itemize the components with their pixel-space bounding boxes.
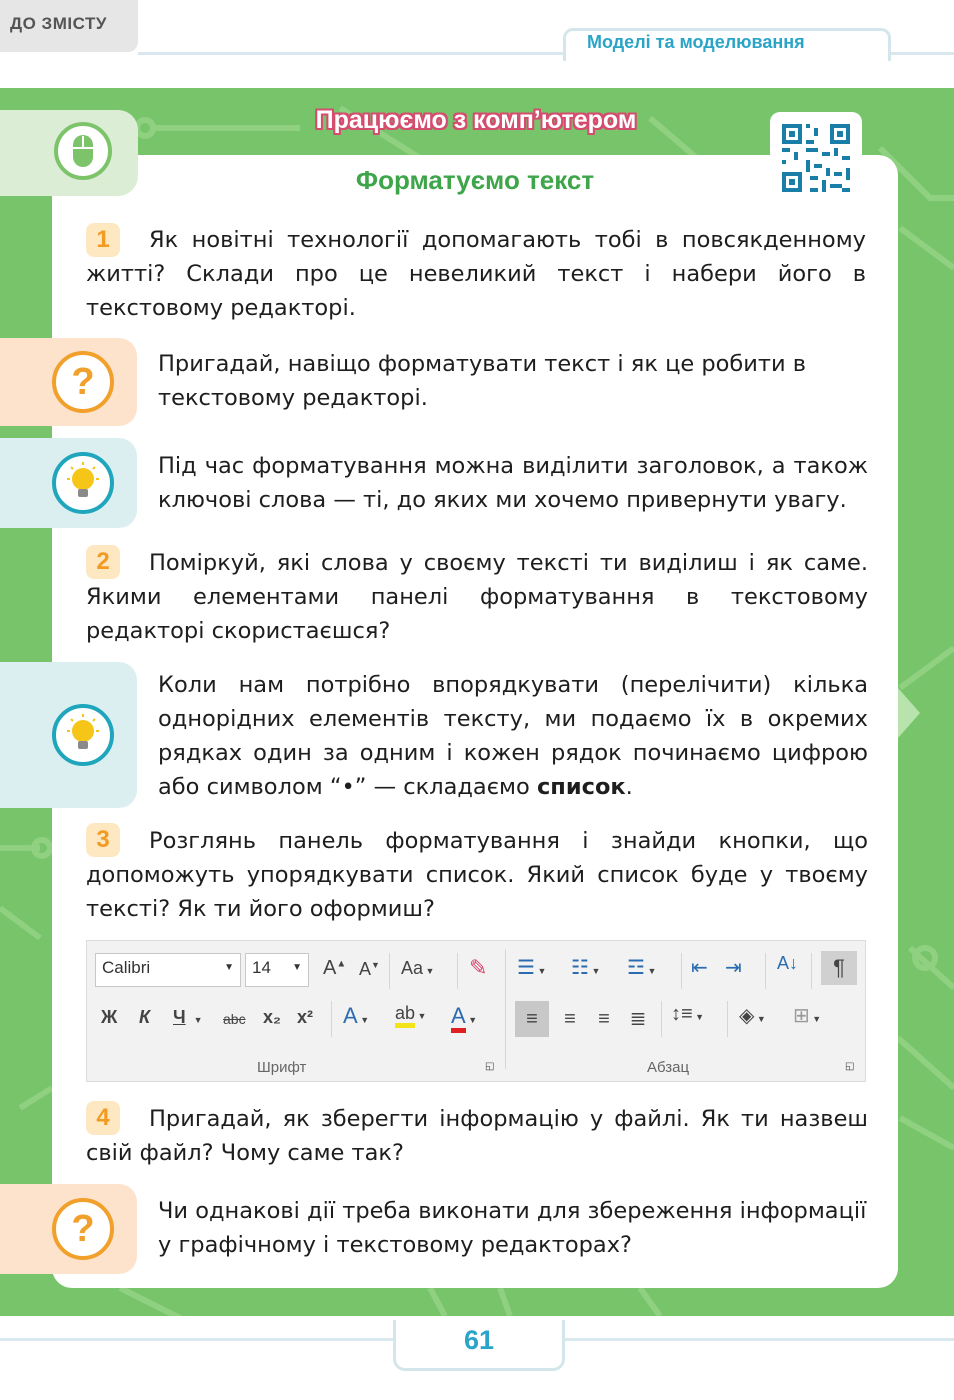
- numbering-icon[interactable]: ☷ ▼: [571, 957, 601, 979]
- task-number-3: 3: [86, 823, 120, 857]
- task-3-text: Розглянь панель форматування і знайди кнопки, що допоможуть упорядкувати список. Який список буде у твоєму тексті? Як ти його оформиш?: [86, 828, 868, 922]
- font-size-select[interactable]: 14 ▼: [245, 953, 309, 987]
- sort-icon[interactable]: A↓: [777, 953, 799, 973]
- task-4-text: Пригадай, як зберегти інформацію у файлі. Як ти назвеш свій файл? Чому саме так?: [86, 1106, 868, 1166]
- font-name-select[interactable]: Calibri ▼: [95, 953, 241, 987]
- grow-font-button[interactable]: A▲: [323, 957, 347, 979]
- task-1-text: Як новітні технології допомагають тобі в повсякденному житті? Склади про це невеликий текст і набери його в текстовому редакторі.: [86, 227, 866, 321]
- align-right-button[interactable]: ≡: [598, 1008, 610, 1030]
- decrease-indent-icon[interactable]: ⇤: [691, 957, 708, 979]
- strikethrough-button[interactable]: abc: [223, 1011, 246, 1027]
- align-left-button[interactable]: ≡: [515, 1001, 549, 1037]
- font-color-icon[interactable]: A ▼: [451, 1003, 477, 1029]
- lesson-title: Форматуємо текст: [355, 165, 595, 195]
- underline-button[interactable]: Ч▼: [173, 1007, 203, 1027]
- shading-icon[interactable]: ◈ ▼: [739, 1005, 766, 1027]
- bold-button[interactable]: Ж: [101, 1007, 118, 1027]
- lightbulb-icon: [52, 452, 114, 514]
- multilevel-list-icon[interactable]: ☲ ▼: [627, 957, 657, 979]
- section-banner: Працюємо з комп’ютером: [315, 105, 637, 134]
- subscript-button[interactable]: x₂: [263, 1007, 282, 1027]
- change-case-button[interactable]: Aa ▼: [401, 958, 435, 978]
- lightbulb-icon: [52, 704, 114, 766]
- line-spacing-icon[interactable]: ↕≡ ▼: [671, 1003, 705, 1025]
- remember-note-2-text: Чи однакові дії треба виконати для збереження інформації у графічному і текстовому редакторах?: [158, 1198, 867, 1258]
- task-number-4: 4: [86, 1101, 120, 1135]
- shrink-font-button[interactable]: A▼: [359, 959, 380, 979]
- borders-icon[interactable]: ⊞ ▼: [793, 1005, 822, 1027]
- keyword-list: список: [536, 774, 626, 800]
- chevron-down-icon: ▼: [292, 962, 302, 973]
- tip-note-1-text: Під час форматування можна виділити заголовок, а також ключові слова — ті, до яких ми хочемо привернути увагу.: [158, 453, 868, 513]
- chapter-title: Моделі та моделювання: [587, 32, 805, 52]
- remember-note-1-text: Пригадай, навіщо форматувати текст і як це робити в текстовому редакторі.: [158, 351, 807, 411]
- paragraph-dialog-launcher-icon[interactable]: ◱: [845, 1061, 855, 1072]
- clear-formatting-icon[interactable]: ✎: [469, 955, 488, 980]
- superscript-button[interactable]: x²: [297, 1007, 314, 1027]
- formatting-ribbon: [86, 940, 866, 1082]
- highlight-color-icon[interactable]: ab ▼: [395, 1003, 426, 1024]
- font-group-label: Шрифт: [257, 1059, 307, 1076]
- bullets-icon[interactable]: ☰ ▼: [517, 957, 547, 979]
- task-number-1: 1: [86, 223, 120, 257]
- chevron-down-icon: ▼: [224, 962, 234, 973]
- toc-link[interactable]: ДО ЗМІСТУ: [10, 14, 107, 33]
- page-number: 61: [463, 1325, 495, 1355]
- italic-button[interactable]: К: [139, 1007, 151, 1027]
- tip-note-2-text: Коли нам потрібно впорядкувати (перелічити) кілька однорідних елементів тексту, ми подаємо їх в окремих рядках один за одним і кожен рядок починаємо цифрою або символом “•” — складаємо список.: [158, 672, 868, 800]
- question-icon: ?: [52, 1198, 114, 1260]
- question-icon: ?: [52, 351, 114, 413]
- justify-button[interactable]: ≣: [629, 1008, 647, 1030]
- show-formatting-marks-button[interactable]: ¶: [821, 951, 857, 985]
- paragraph-group-label: Абзац: [647, 1059, 690, 1076]
- font-dialog-launcher-icon[interactable]: ◱: [485, 1061, 495, 1072]
- task-number-2: 2: [86, 545, 120, 579]
- increase-indent-icon[interactable]: ⇥: [725, 957, 742, 979]
- task-2-text: Поміркуй, які слова у своєму тексті ти виділиш і як саме. Якими елементами панелі форматування в текстовому редакторі скористаєшся?: [86, 550, 868, 644]
- text-effects-icon[interactable]: A ▼: [343, 1003, 370, 1028]
- align-center-button[interactable]: ≡: [564, 1008, 576, 1030]
